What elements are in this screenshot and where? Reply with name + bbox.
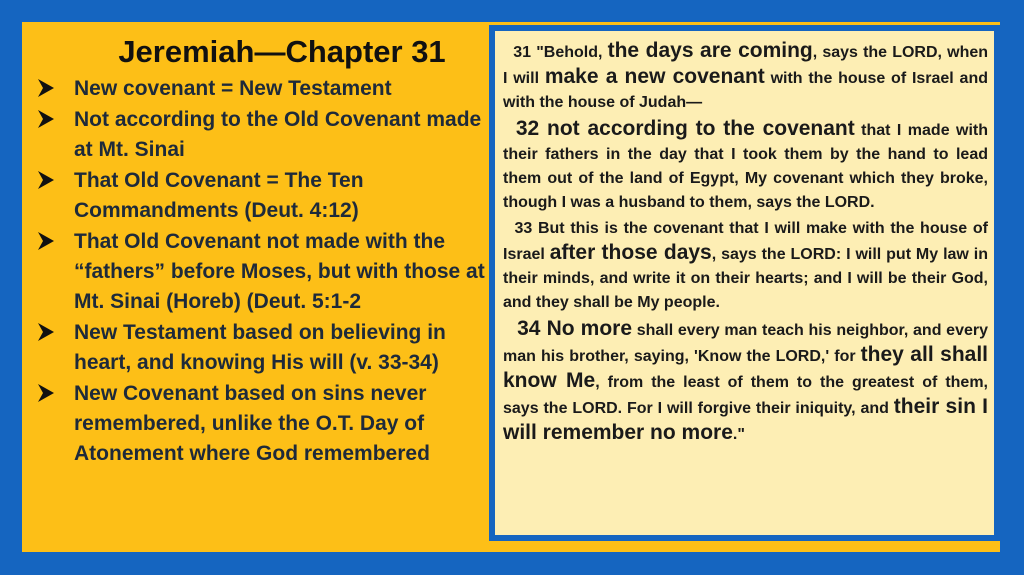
- verse-33: [503, 217, 988, 315]
- bullet-text: That Old Covenant = The Ten Commandments (Deut. 4:12): [74, 169, 364, 222]
- bullet-item: [34, 74, 490, 104]
- verse-emphasis: 32 not according to the covenant: [515, 117, 855, 140]
- verse-text: , says the LORD, when I will: [503, 44, 989, 87]
- slide: [22, 22, 1000, 552]
- bullet-item: [34, 105, 490, 165]
- verse-32: [503, 117, 988, 215]
- verse-emphasis: their sin I will remember no more: [503, 395, 989, 444]
- verse-34: [503, 317, 988, 447]
- verse-text: .": [732, 426, 745, 443]
- scripture-box: [489, 25, 1000, 541]
- verse-text: that I made with their fathers in the day that I took them by the hand to lead them out of the land of Egypt, My covenant which they broke, though I was a husband to them, says the LORD.: [503, 122, 989, 211]
- bullet-list: [34, 74, 490, 470]
- verse-emphasis: 34 No more: [517, 317, 633, 340]
- bullet-text: That Old Covenant not made with the “fathers” before Moses, but with those at Mt. Sinai (Horeb) (Deut. 5:1-2: [74, 230, 485, 313]
- verse-emphasis: make a new covenant: [544, 65, 765, 88]
- scripture-text: [495, 31, 994, 535]
- arrow-bullet-icon: [36, 166, 58, 196]
- verse-emphasis: the days are coming: [607, 39, 813, 62]
- arrow-bullet-icon: [36, 105, 58, 135]
- bullet-item: [34, 379, 490, 469]
- bullet-item: [34, 227, 490, 317]
- verse-emphasis: after those days: [549, 241, 712, 264]
- bullet-text: New covenant = New Testament: [74, 77, 392, 100]
- slide-title: Jeremiah—Chapter 31: [118, 34, 446, 69]
- bullet-text: New Covenant based on sins never remembered, unlike the O.T. Day of Atonement where God remembered: [74, 382, 430, 465]
- verse-31: [503, 39, 988, 115]
- arrow-bullet-icon: [36, 227, 58, 257]
- verse-emphasis: they all shall know Me: [503, 343, 988, 392]
- bullet-item: [34, 166, 490, 226]
- verse-text: with the house of Israel and with the house of Judah—: [503, 70, 988, 111]
- verse-text: , says the LORD: I will put My law in their minds, and write it on their hearts; and I will be their God, and they shall be My people.: [503, 246, 988, 311]
- bullet-item: [34, 318, 490, 378]
- bullet-text: Not according to the Old Covenant made at Mt. Sinai: [74, 108, 482, 161]
- verse-text: shall every man teach his neighbor, and every man his brother, saying, 'Know the LORD,' for: [503, 322, 989, 365]
- arrow-bullet-icon: [36, 318, 58, 348]
- arrow-bullet-icon: [36, 74, 58, 104]
- arrow-bullet-icon: [36, 379, 58, 409]
- verse-text: 31 "Behold,: [513, 44, 608, 61]
- verse-text: , from the least of them to the greatest of them, says the LORD. For I will forgive their iniquity, and: [503, 374, 988, 417]
- bullet-text: New Testament based on believing in heart, and knowing His will (v. 33-34): [74, 321, 446, 374]
- verse-text: 33 But this is the covenant that I will make with the house of Israel: [503, 220, 989, 263]
